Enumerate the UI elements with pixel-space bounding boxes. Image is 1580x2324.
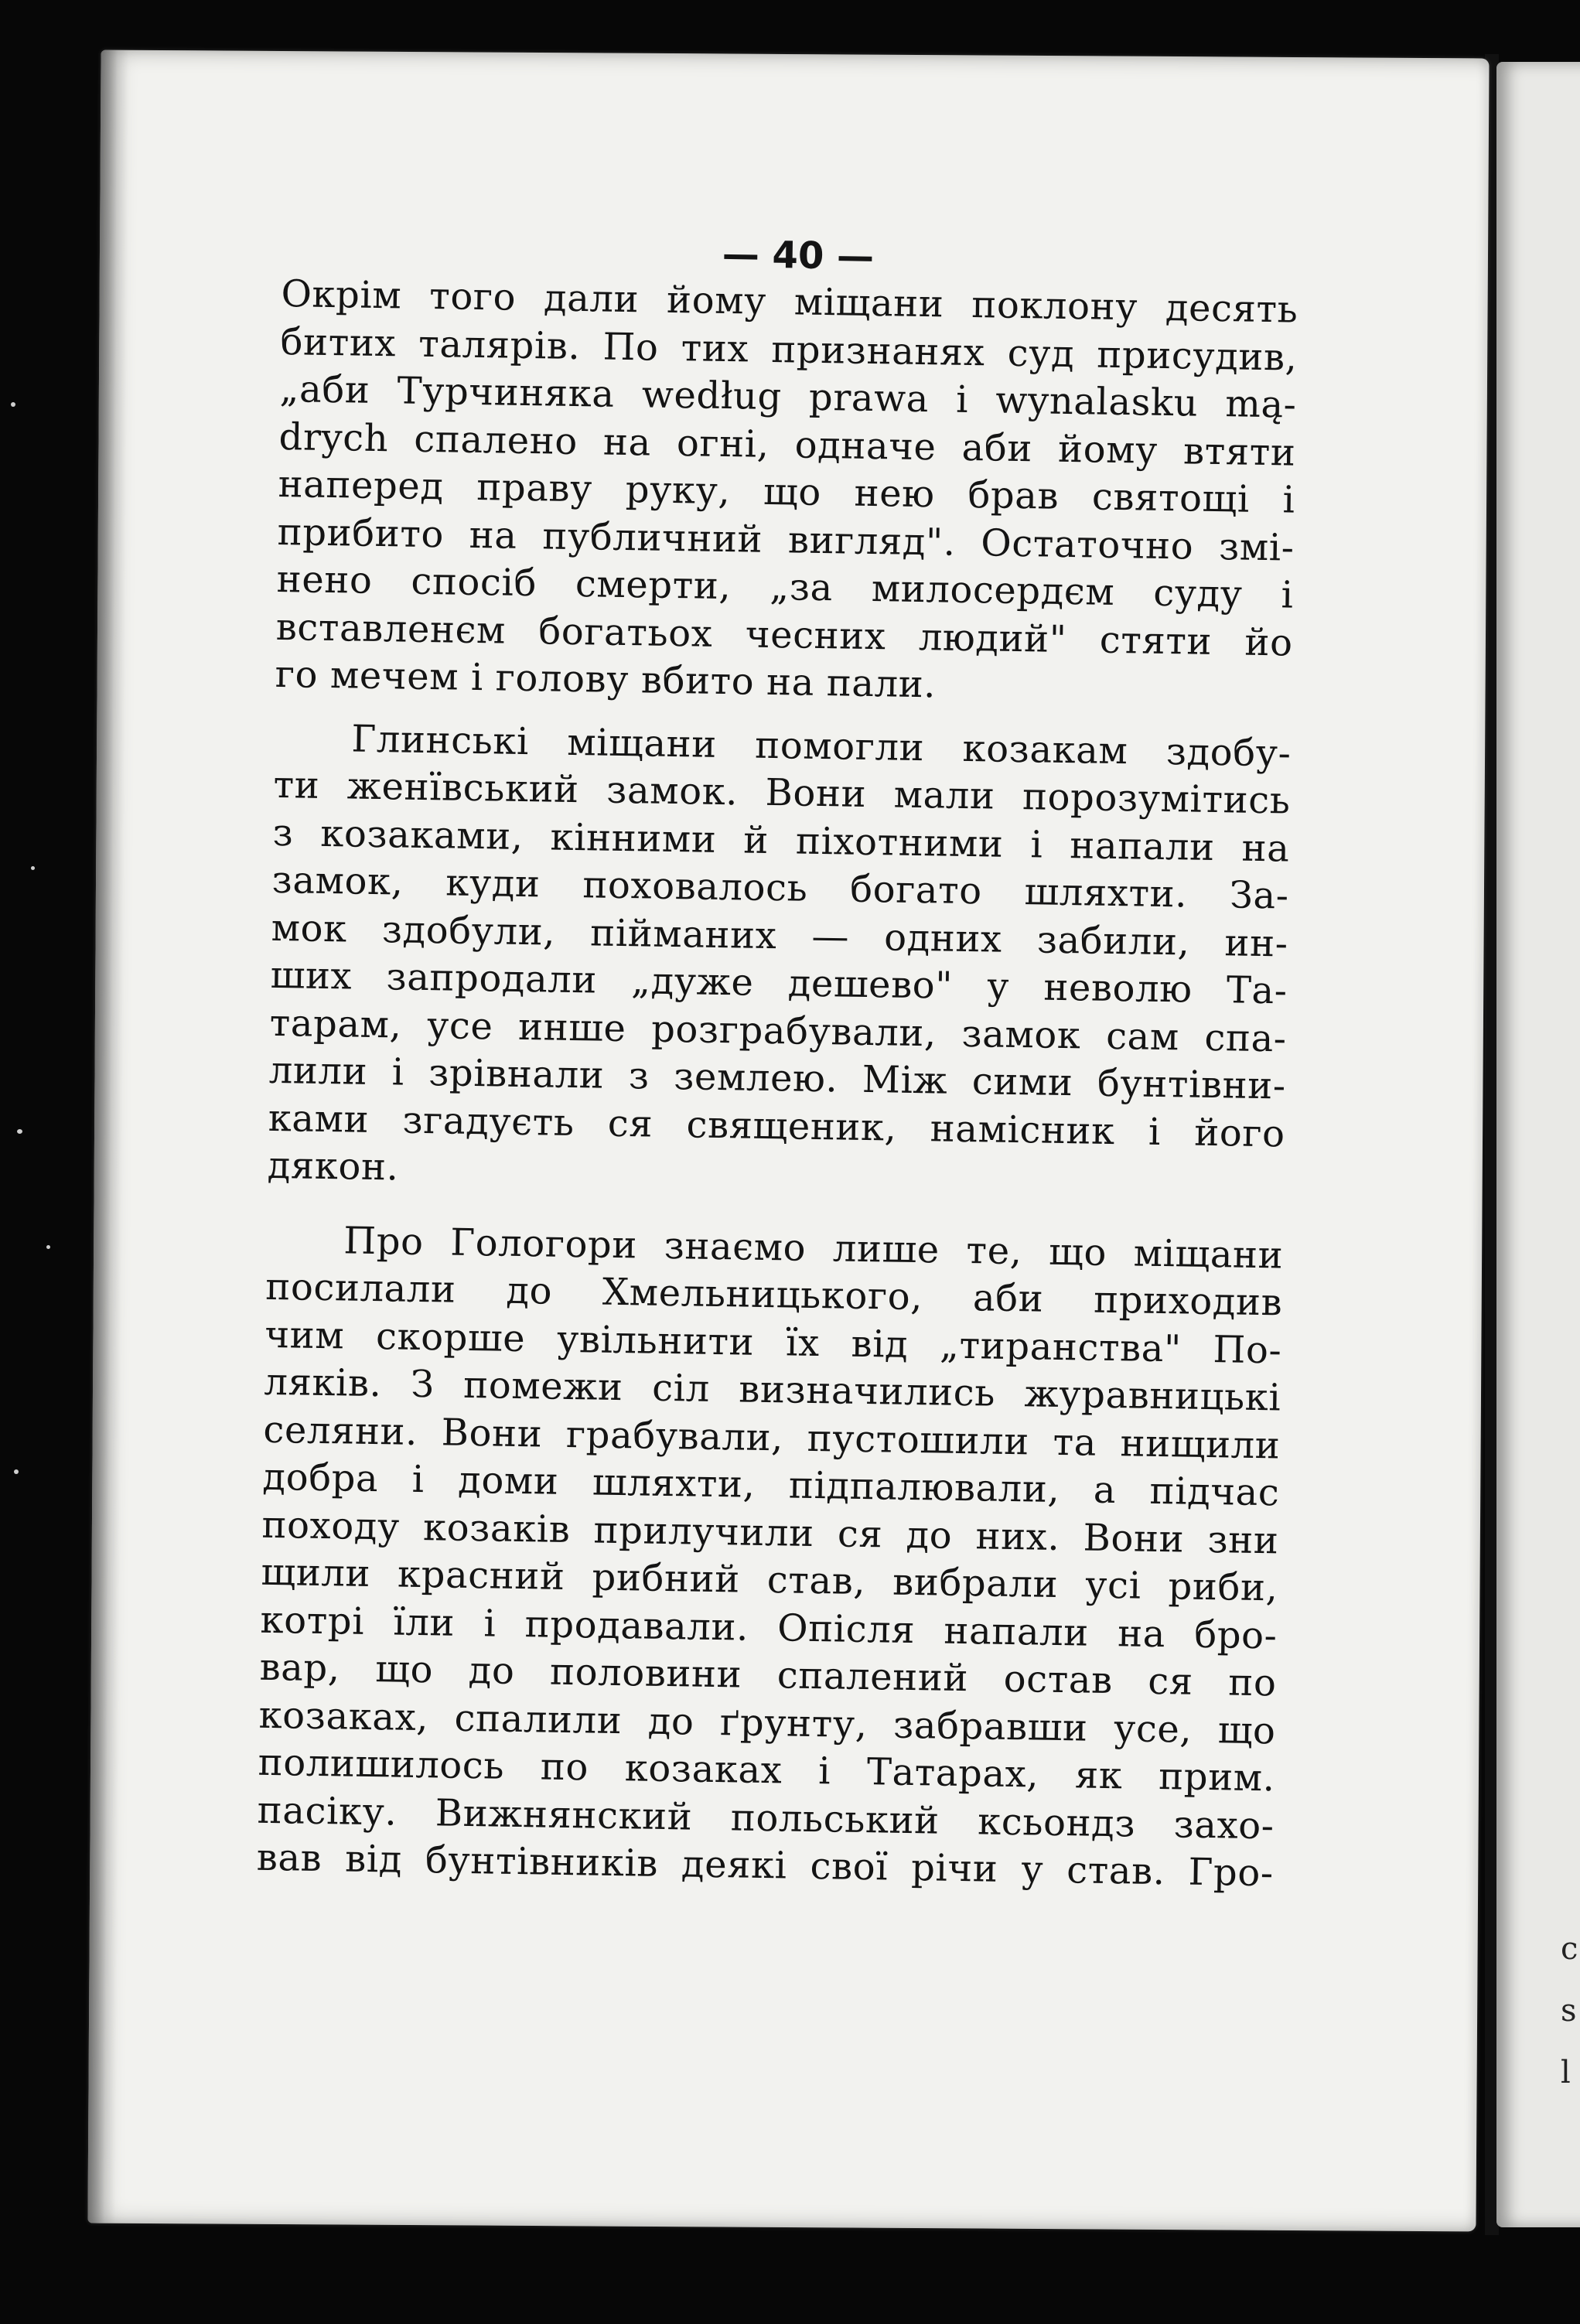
text-line: козаках, спалили до ґрунту, забравши усе, що xyxy=(258,1693,1277,1752)
text-line: тарам, усе инше розграбували, замок сам спа- xyxy=(269,1001,1288,1061)
text-line: drych спалено на огні, одначе аби йому втяти xyxy=(278,415,1296,475)
text-line: вар, що до половини спалений остав ся по xyxy=(259,1645,1277,1705)
text-line: го мечем і голову вбито на пали. xyxy=(275,652,937,707)
text-line: добра і доми шляхти, підпалювали, а підчас xyxy=(262,1455,1280,1515)
text-line: селяни. Вони грабували, пустошили та нищили xyxy=(263,1408,1281,1467)
text-line: пасіку. Вижнянский польський ксьондз захо- xyxy=(257,1788,1275,1848)
adjacent-page xyxy=(1496,62,1580,2227)
adjacent-page-fragment: s xyxy=(1561,1993,1577,2029)
text-line: замок, куди поховалось богато шляхти. За- xyxy=(271,858,1289,918)
text-line: щили красний рибний став, вибрали усі риби, xyxy=(261,1550,1278,1610)
page-binding-shadow xyxy=(87,50,128,2223)
text-line: битих талярів. По тих признанях суд присудив, xyxy=(280,319,1298,380)
adjacent-page-text-fragments xyxy=(1561,1918,1576,2104)
text-line: котрі їли і продавали. Опісля напали на бро- xyxy=(260,1598,1278,1657)
paragraph-1 xyxy=(275,271,1298,715)
text-line: з козаками, кінними й піхотними і напали на xyxy=(272,810,1290,871)
text-line: дякон. xyxy=(267,1143,399,1189)
adjacent-page-fragment: c xyxy=(1561,1931,1578,1967)
text-line: ками згадуєть ся священик, намісник і його xyxy=(268,1096,1286,1156)
text-line: чим скорше увільнити їх від „тиранства" По- xyxy=(264,1312,1282,1372)
text-line: наперед праву руку, що нею брав святощі і xyxy=(278,462,1295,522)
text-line: „аби Турчиняка według prawa i wynalasku mą- xyxy=(279,367,1297,427)
text-line: ти женївський замок. Вони мали порозумітись xyxy=(273,763,1291,823)
text-line: посилали до Хмельницького, аби приходив xyxy=(264,1264,1283,1325)
text-line: вав від бунтівників деякі свої річи у став. Гро- xyxy=(256,1835,1275,1896)
adjacent-page-fragment: l xyxy=(1561,2055,1571,2090)
paragraph-3 xyxy=(256,1216,1283,1898)
text-line: мок здобули, піймaних — одних забили, ин- xyxy=(271,906,1288,966)
text-line: ших запродали „дуже дешево" у неволю Та- xyxy=(270,953,1288,1013)
text-line: лили і зрівнали з землею. Між сими бунтівни- xyxy=(268,1048,1287,1108)
text-line: полишилось по козаках і Татарах, як прим. xyxy=(258,1740,1276,1800)
text-line: прибито на публичний вигляд". Остаточно змі- xyxy=(277,510,1295,570)
text-line: Окрім того дали йому міщани поклону десять xyxy=(281,271,1298,332)
text-line: походу козаків прилучили ся до них. Вони зни xyxy=(261,1503,1279,1562)
text-line: ляків. З помежи сіл визначились журавницькі xyxy=(264,1360,1281,1420)
text-line: нено спосіб смерти, „за милосердєм суду і xyxy=(276,557,1295,617)
text-line: Глинські міщани помогли козакам здобу- xyxy=(351,716,1292,776)
text-line: Про Гологори знаємо лише те, що міщани xyxy=(343,1218,1284,1277)
text-line: вставленєм богатьох чесних людий" стяти йо xyxy=(275,605,1294,665)
page-number: — 40 — xyxy=(722,232,875,279)
page-content xyxy=(256,224,1299,1898)
paragraph-2 xyxy=(267,714,1291,1206)
